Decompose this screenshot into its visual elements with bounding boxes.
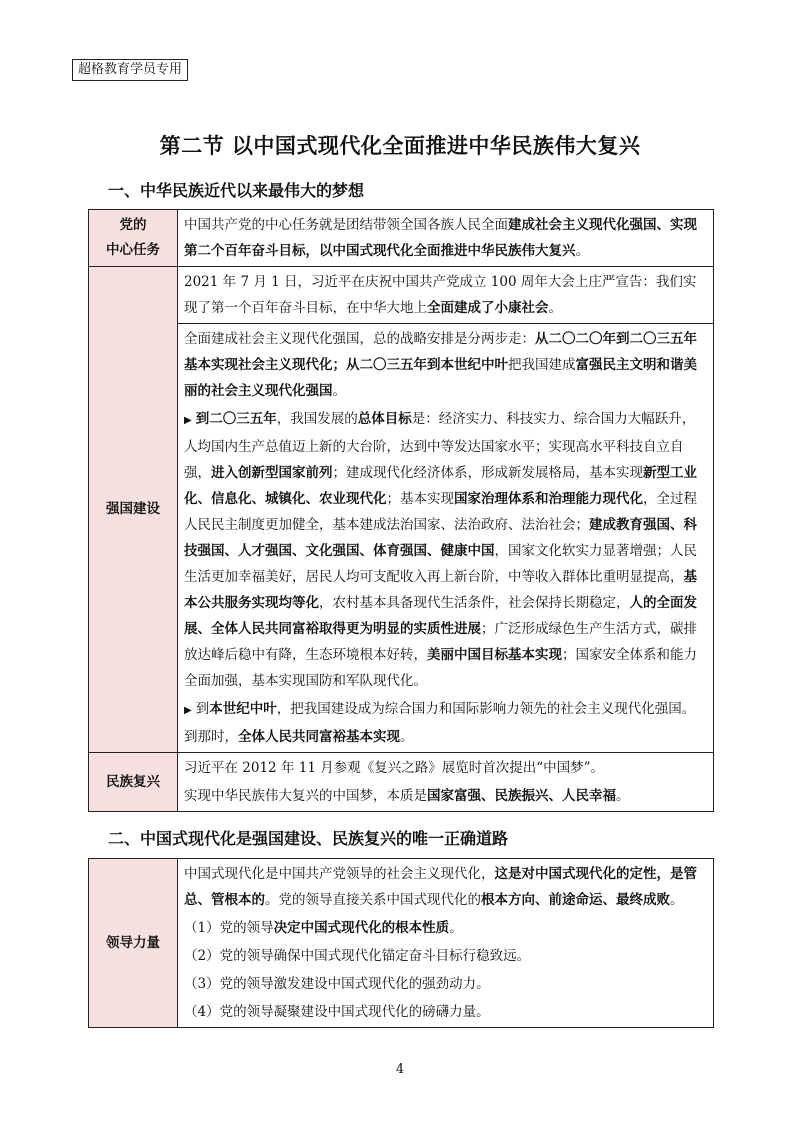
bold-text: 本世纪中叶 bbox=[209, 701, 277, 717]
text-run: （4）党的领导凝聚建设中国式现代化的磅礴力量。 bbox=[184, 1004, 490, 1020]
text-run: ；国家安全体系和能力全面加强，基本实现国防和军队现代化。 bbox=[184, 647, 697, 689]
text-run: ，全过程人民民主制度更加健全，基本建成法治国家、法治政府、法治社会； bbox=[184, 491, 697, 533]
page-title: 第二节 以中国式现代化全面推进中华民族伟大复兴 bbox=[159, 134, 641, 158]
build-text-2 bbox=[178, 324, 714, 753]
bold-text: 总体目标 bbox=[357, 411, 412, 427]
text-run: 中国式现代化是中国共产党领导的社会主义现代化， bbox=[184, 866, 495, 882]
text-run: 到 bbox=[195, 701, 210, 717]
bold-text: 基本公共服务实现均等化 bbox=[184, 569, 697, 611]
text-run: （1）党的领导 bbox=[184, 920, 274, 936]
bold-text: 人的全面发展、全体人民共同富裕取得更为明显的实质性进展 bbox=[184, 595, 697, 637]
text-run: 。 bbox=[548, 300, 562, 316]
bold-text: 国家治理体系和治理能力现代化 bbox=[454, 491, 643, 507]
row-label-build: 强国建设 bbox=[89, 267, 178, 753]
section1-table bbox=[88, 209, 714, 812]
build-text-1 bbox=[178, 267, 714, 324]
text-run: ；建成现代化经济体系，形成新发展格局，基本实现 bbox=[332, 465, 643, 481]
text-run: 把我国建成 bbox=[508, 357, 576, 373]
table-row-leadership bbox=[89, 859, 714, 1028]
text-run: 。 bbox=[670, 892, 684, 908]
bold-text: 新型工业化、信息化、城镇化、农业现代化 bbox=[184, 465, 697, 507]
text-run: 。 bbox=[332, 383, 346, 399]
text-run: ；基本实现 bbox=[386, 491, 454, 507]
bold-text: 根本方向、前途命运、最终成败 bbox=[481, 892, 670, 908]
bold-text: 建成社会主义现代化强国、实现第二个百年奋斗目标，以中国式现代化全面推进中华民族伟大复兴 bbox=[184, 217, 697, 259]
text-run: （2）党的领导确保中国式现代化锚定奋斗目标行稳致远。 bbox=[184, 948, 531, 964]
text-run: ，把我国建设成为综合国力和国际影响力领先的社会主义现代化强国。到那时， bbox=[184, 701, 696, 745]
text-run: 2021 年 7 月 1 日，习近平在庆祝中国共产党成立 100 周年大会上庄严宣告：我们实现了第一个百年奋斗目标，在中华大地上 bbox=[184, 274, 697, 316]
text-run: （3）党的领导激发建设中国式现代化的强劲动力。 bbox=[184, 976, 490, 992]
text-run: 中国共产党的中心任务就是团结带领全国各族人民全面 bbox=[184, 217, 508, 233]
text-run: ，农村基本具备现代生活条件，社会保持长期稳定， bbox=[319, 595, 630, 611]
text-run: 是：经济实力、科技实力、综合国力大幅跃升，人均国内生产总值迈上新的大台阶，达到中等发达国家水平；实现高水平科技自立自强， bbox=[184, 411, 696, 481]
row-label-leadership: 领导力量 bbox=[89, 859, 178, 1028]
row-label-revival: 民族复兴 bbox=[89, 753, 178, 812]
revival-text bbox=[178, 753, 714, 812]
table-row-build bbox=[89, 267, 714, 324]
bold-text: 这是对中国式现代化的定性，是管总、管根本的 bbox=[184, 866, 697, 908]
text-run: 习近平在 2012 年 11 月参观《复兴之路》展览时首次提出“中国梦”。 bbox=[184, 760, 605, 776]
text-run: 。 bbox=[575, 243, 589, 259]
text-run: ，我国发展的 bbox=[276, 411, 358, 427]
page-number: 4 bbox=[395, 1062, 405, 1077]
header-tag: 超格教育学员专用 bbox=[72, 59, 188, 81]
bold-text: 富强民主文明和谐美丽的社会主义现代化强国 bbox=[184, 357, 697, 399]
section-heading-1: 一、中华民族近代以来最伟大的梦想 bbox=[108, 181, 365, 200]
leadership-text bbox=[178, 859, 714, 1028]
bold-text: 建成教育强国、科技强国、人才强国、文化强国、体育强国、健康中国 bbox=[184, 517, 697, 559]
text-run: 。 bbox=[449, 920, 463, 936]
text-run: 。 bbox=[400, 729, 414, 745]
bold-text: 到二〇三五年 bbox=[195, 411, 277, 427]
bold-text: 进入创新型国家前列 bbox=[211, 465, 333, 481]
bold-text: 国家富强、民族振兴、人民幸福 bbox=[427, 788, 616, 804]
row-label-line: 中心任务 bbox=[106, 242, 160, 258]
row-label-line: 党的 bbox=[119, 217, 147, 233]
bullet-triangle-icon: ▶ bbox=[184, 705, 192, 716]
mission-text bbox=[178, 210, 714, 267]
text-run: 实现中华民族伟大复兴的中国梦，本质是 bbox=[184, 788, 427, 804]
bold-text: 美丽中国目标基本实现 bbox=[427, 647, 562, 663]
bold-text: 全面建成了小康社会 bbox=[427, 300, 549, 316]
text-run: ；广泛形成绿色生产生活方式，碳排放达峰后稳中有降，生态环境根本好转， bbox=[184, 621, 697, 663]
text-run: 。 bbox=[616, 788, 630, 804]
text-run: 全面建成社会主义现代化强国，总的战略安排是分两步走： bbox=[184, 331, 535, 347]
bold-text: 决定中国式现代化的根本性质 bbox=[273, 920, 450, 936]
table-row-revival bbox=[89, 753, 714, 812]
bold-text: 从二〇二〇年到二〇三五年基本实现社会主义现代化；从二〇三五年到本世纪中叶 bbox=[184, 331, 697, 373]
section2-table bbox=[88, 858, 714, 1028]
row-label-mission bbox=[89, 210, 178, 267]
bullet-triangle-icon: ▶ bbox=[184, 415, 192, 426]
text-run: ，国家文化软实力显著增强；人民生活更加幸福美好，居民人均可支配收入再上新台阶，中等收入群体比重明显提高， bbox=[184, 543, 697, 585]
section-heading-2: 二、中国式现代化是强国建设、民族复兴的唯一正确道路 bbox=[108, 829, 509, 848]
bold-text: 全体人民共同富裕基本实现 bbox=[238, 729, 400, 745]
text-run: 。党的领导直接关系中国式现代化的 bbox=[265, 892, 481, 908]
table-row-mission bbox=[89, 210, 714, 267]
table-row-build-plan bbox=[89, 324, 714, 753]
